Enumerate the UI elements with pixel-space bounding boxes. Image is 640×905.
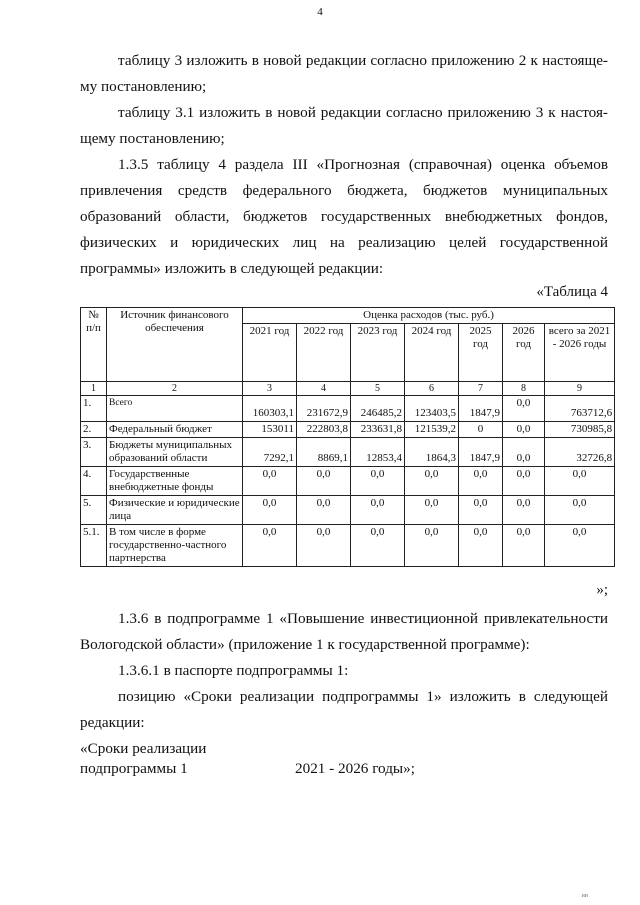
table-row: [81, 422, 615, 438]
row-value: 0,0: [545, 525, 615, 567]
row-value: 0,0: [545, 467, 615, 496]
row-value: 231672,9: [297, 396, 351, 422]
row-value: 0,0: [503, 396, 545, 422]
term-block: [80, 739, 608, 779]
header-source: Источник финансового обеспечения: [107, 308, 243, 382]
row-value: 246485,2: [351, 396, 405, 422]
row-value: 0,0: [459, 496, 503, 525]
row-value: 12853,4: [351, 438, 405, 467]
row-value: 121539,2: [405, 422, 459, 438]
row-num: 3.: [81, 438, 107, 467]
row-num: 5.1.: [81, 525, 107, 567]
column-number-row: [81, 382, 615, 396]
header-year-2026: 2026 год: [503, 324, 545, 382]
header-year-2022: 2022 год: [297, 324, 351, 382]
row-value: 1864,3: [405, 438, 459, 467]
row-value: 0,0: [545, 496, 615, 525]
row-value: 1847,9: [459, 396, 503, 422]
row-value: 160303,1: [243, 396, 297, 422]
table-row: [81, 525, 615, 567]
header-estimate: Оценка расходов (тыс. руб.): [243, 308, 615, 324]
row-value: 32726,8: [545, 438, 615, 467]
header-year-2021: 2021 год: [243, 324, 297, 382]
row-num: 5.: [81, 496, 107, 525]
paragraph-passport: 1.3.6.1 в паспорте подпрограммы 1:: [118, 662, 349, 679]
paragraph-table4: 1.3.5 таблицу 4 раздела III «Прогнозная (справочная) оценка объемов привлечения средств федерального бюджета, бюджетов муниципальных образований области, бюджетов государственных внебюджетных фондов, физических и юридических лиц на реализацию целей государственной программы» изложить в следующей редакции:: [80, 156, 608, 277]
row-num: 1.: [81, 396, 107, 422]
col-number: 7: [459, 382, 503, 396]
row-value: 0,0: [503, 525, 545, 567]
col-number: 4: [297, 382, 351, 396]
table-row: [81, 396, 615, 422]
row-source: Государственные внебюджетные фонды: [107, 467, 243, 496]
term-value: 2021 - 2026 годы»;: [295, 760, 415, 777]
col-number: 2: [107, 382, 243, 396]
row-value: 153011: [243, 422, 297, 438]
paragraph-table3-1: таблицу 3.1 изложить в новой редакции согласно приложению 3 к настоя-щему постановлению;: [80, 104, 608, 147]
header-year-2025: 2025 год: [459, 324, 503, 382]
col-number: 1: [81, 382, 107, 396]
row-value: 730985,8: [545, 422, 615, 438]
row-value: 1847,9: [459, 438, 503, 467]
col-number: 8: [503, 382, 545, 396]
row-source: В том числе в форме государственно-частного партнерства: [107, 525, 243, 567]
row-num: 2.: [81, 422, 107, 438]
row-value: 123403,5: [405, 396, 459, 422]
row-value: 0,0: [503, 496, 545, 525]
row-value: 0,0: [351, 525, 405, 567]
row-value: 0,0: [297, 467, 351, 496]
row-value: 0,0: [405, 496, 459, 525]
row-value: 0,0: [503, 467, 545, 496]
row-value: 0,0: [405, 467, 459, 496]
table-caption: «Таблица 4: [536, 284, 608, 300]
row-value: 222803,8: [297, 422, 351, 438]
row-value: 0,0: [459, 467, 503, 496]
table-row: [81, 496, 615, 525]
paragraph-position: позицию «Сроки реализации подпрограммы 1» изложить в следующей редакции:: [80, 688, 608, 731]
term-label-line2: подпрограммы 1: [80, 760, 188, 777]
row-value: 0,0: [243, 525, 297, 567]
row-value: 0,0: [351, 496, 405, 525]
page-number: 4: [317, 6, 323, 18]
row-num: 4.: [81, 467, 107, 496]
row-value: 0,0: [243, 496, 297, 525]
row-value: 0,0: [351, 467, 405, 496]
header-year-2024: 2024 год: [405, 324, 459, 382]
term-label-line1: «Сроки реализации: [80, 740, 207, 757]
row-value: 0,0: [297, 496, 351, 525]
financing-table: [80, 307, 615, 567]
paragraph-table3: таблицу 3 изложить в новой редакции согласно приложению 2 к настояще-му постановлению;: [80, 52, 608, 95]
row-value: 0: [459, 422, 503, 438]
row-value: 0,0: [459, 525, 503, 567]
col-number: 3: [243, 382, 297, 396]
col-number: 9: [545, 382, 615, 396]
row-source: Всего: [107, 396, 243, 422]
col-number: 5: [351, 382, 405, 396]
row-value: 7292,1: [243, 438, 297, 467]
header-total: всего за 2021 - 2026 годы: [545, 324, 615, 382]
row-value: 8869,1: [297, 438, 351, 467]
row-value: 0,0: [503, 422, 545, 438]
col-number: 6: [405, 382, 459, 396]
table-row: [81, 467, 615, 496]
row-value: 0,0: [405, 525, 459, 567]
row-value: 0,0: [503, 438, 545, 467]
row-value: 0,0: [297, 525, 351, 567]
row-source: Физические и юридические лица: [107, 496, 243, 525]
row-source: Федеральный бюджет: [107, 422, 243, 438]
table-row: [81, 438, 615, 467]
footer-mark: ии: [581, 893, 588, 899]
row-source: Бюджеты муниципальных образований области: [107, 438, 243, 467]
table-closing-quote: »;: [596, 582, 608, 598]
row-value: 763712,6: [545, 396, 615, 422]
row-value: 233631,8: [351, 422, 405, 438]
row-value: 0,0: [243, 467, 297, 496]
header-num: № п/п: [81, 308, 107, 382]
paragraph-subprogram: 1.3.6 в подпрограмме 1 «Повышение инвестиционной привлекательности Вологодской области» (приложение 1 к государственной программе):: [80, 610, 608, 653]
header-year-2023: 2023 год: [351, 324, 405, 382]
